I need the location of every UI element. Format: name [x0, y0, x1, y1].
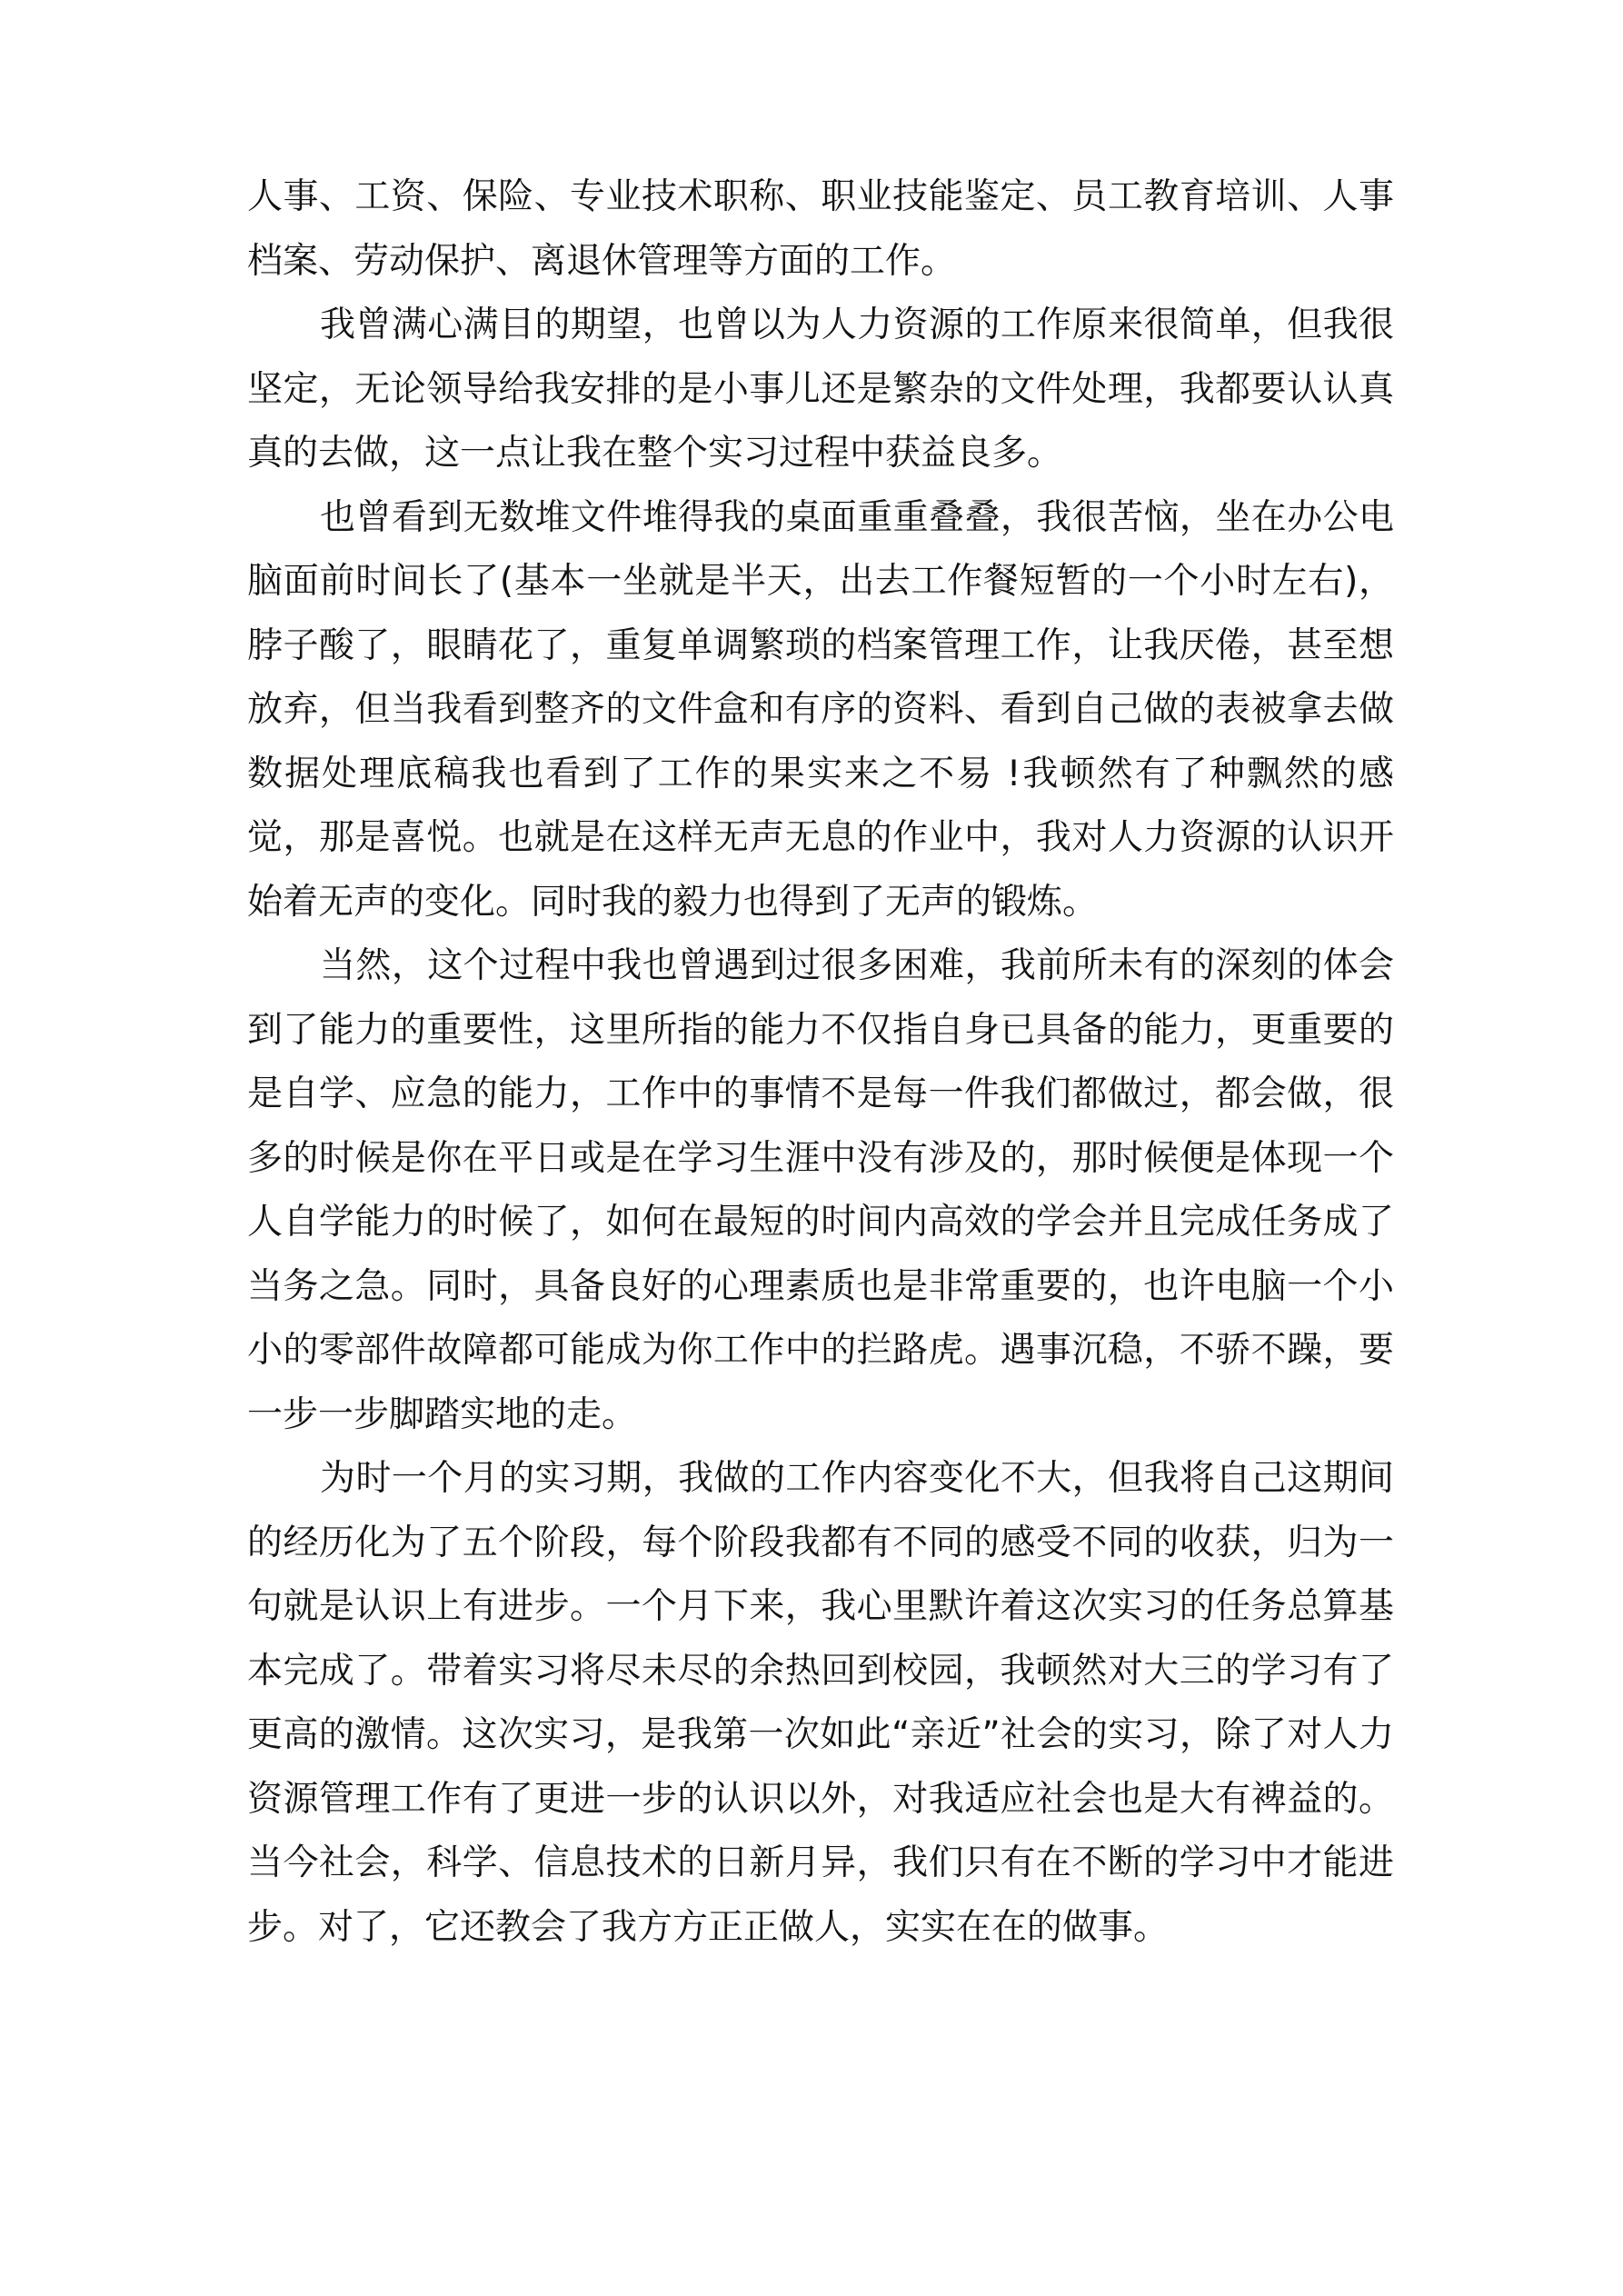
- paragraph-file-work: 也曾看到无数堆文件堆得我的桌面重重叠叠，我很苦恼，坐在办公电脑面前时间长了(基本一坐就是半天，出去工作餐短暂的一个小时左右)，脖子酸了，眼睛花了，重复单调繁琐的档案管理工作，让我厌倦，甚至想放弃，但当我看到整齐的文件盒和有序的资料、看到自己做的表被拿去做数据处理底稿我也看到了工作的果实来之不易 !我顿然有了种飘然的感觉，那是喜悦。也就是在这样无声无息的作业中，我对人力资源的认识开始着无声的变化。同时我的毅力也得到了无声的锻炼。: [247, 496, 1394, 923]
- paragraph-summary: 为时一个月的实习期，我做的工作内容变化不大，但我将自己这期间的经历化为了五个阶段，每个阶段我都有不同的感受不同的收获，归为一句就是认识上有进步。一个月下来，我心里默许着这次实习的任务总算基本完成了。带着实习将尽未尽的余热回到校园，我顿然对大三的学习有了更高的激情。这次实习，是我第一次如此“亲近”社会的实习，除了对人力资源管理工作有了更进一步的认识以外，对我适应社会也是大有裨益的。当今社会，科学、信息技术的日新月异，我们只有在不断的学习中才能进步。对了，它还教会了我方方正正做人，实实在在的做事。: [247, 1458, 1394, 1948]
- paragraph-expectation: 我曾满心满目的期望，也曾以为人力资源的工作原来很简单，但我很坚定，无论领导给我安排的是小事儿还是繁杂的文件处理，我都要认认真真的去做，这一点让我在整个实习过程中获益良多。: [247, 304, 1394, 474]
- paragraph-continuation: 人事、工资、保险、专业技术职称、职业技能鉴定、员工教育培训、人事档案、劳动保护、离退休管理等方面的工作。: [247, 176, 1394, 282]
- paragraph-difficulties: 当然，这个过程中我也曾遇到过很多困难，我前所未有的深刻的体会到了能力的重要性，这里所指的能力不仅指自身已具备的能力，更重要的是自学、应急的能力，工作中的事情不是每一件我们都做过，都会做，很多的时候是你在平日或是在学习生涯中没有涉及的，那时候便是体现一个人自学能力的时候了，如何在最短的时间内高效的学会并且完成任务成了当务之急。同时，具备良好的心理素质也是非常重要的，也许电脑一个小小的零部件故障都可能成为你工作中的拦路虎。遇事沉稳，不骄不躁，要一步一步脚踏实地的走。: [247, 945, 1394, 1435]
- document-body: [247, 165, 1394, 1960]
